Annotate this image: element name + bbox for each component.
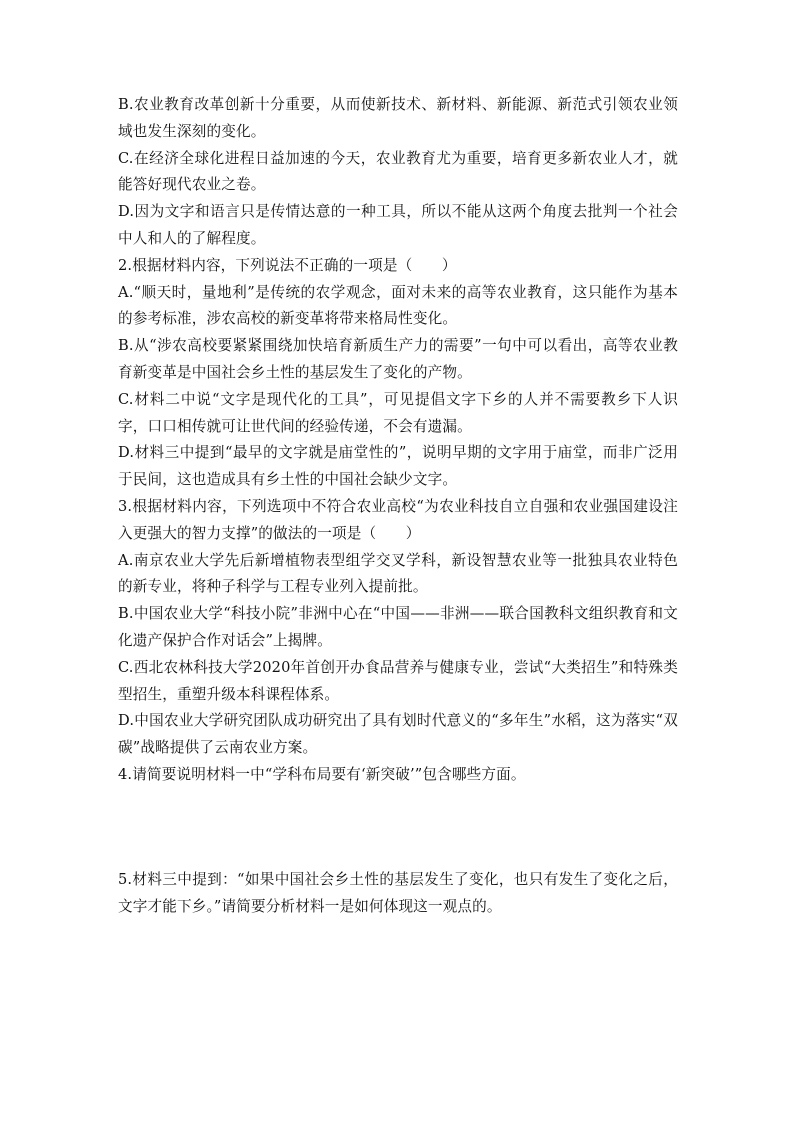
exam-page: [118, 92, 678, 920]
q4-stem: 4.请简要说明材料一中“学科布局要有‘新突破’”包含哪些方面。: [118, 765, 526, 783]
q3-option-c: C.西北农林科技大学2020年首创开办食品营养与健康专业，尝试“大类招生”和特殊类型招生，重塑升级本科课程体系。: [118, 658, 678, 703]
q2-option-b: B.从“涉农高校要紧紧围绕加快培育新质生产力的需要”一句中可以看出，高等农业教育新变革是中国社会乡土性的基层发生了变化的产物。: [118, 337, 678, 381]
q2-option-a: A.“顺天时，量地利”是传统的农学观念，面对未来的高等农业教育，这只能作为基本的参考标准，涉农高校的新变革将带来格局性变化。: [118, 283, 678, 328]
q2-option-d: D.材料三中提到“最早的文字就是庙堂性的”，说明早期的文字用于庙堂，而非广泛用于民间，这也造成具有乡土性的中国社会缺少文字。: [118, 444, 678, 489]
q1-option-c: C.在经济全球化进程日益加速的今天，农业教育尤为重要，培育更多新农业人才，就能答好现代农业之卷。: [118, 149, 678, 194]
q3-stem: 3.根据材料内容，下列选项中不符合农业高校“为农业科技自立自强和农业强国建设注入更强大的智力支撑”的做法的一项是（ ）: [118, 497, 678, 542]
q1-option-d: D.因为文字和语言只是传情达意的一种工具，所以不能从这两个角度去批判一个社会中人和人的了解程度。: [118, 203, 678, 247]
q1-option-b: B.农业教育改革创新十分重要，从而使新技术、新材料、新能源、新范式引领农业领域也发生深刻的变化。: [118, 96, 678, 140]
q3-option-b: B.中国农业大学“科技小院”非洲中心在“中国——非洲——联合国教科文组织教育和文化遗产保护合作对话会”上揭牌。: [118, 605, 678, 649]
q3-option-a: A.南京农业大学先后新增植物表型组学交叉学科，新设智慧农业等一批独具农业特色的新专业，将种子科学与工程专业列入提前批。: [118, 551, 678, 596]
q5-stem: 5.材料三中提到：“如果中国社会乡土性的基层发生了变化，也只有发生了变化之后，文字才能下乡。”请简要分析材料一是如何体现这一观点的。: [118, 870, 678, 915]
answer-space-q4: [118, 789, 678, 867]
q2-stem: 2.根据材料内容，下列说法不正确的一项是（ ）: [118, 256, 457, 274]
q2-option-c: C.材料二中说“文字是现代化的工具”，可见提倡文字下乡的人并不需要教乡下人识字，口口相传就可让世代间的经验传递，不会有遗漏。: [118, 390, 678, 435]
q3-option-d: D.中国农业大学研究团队成功研究出了具有划时代意义的“多年生”水稻，这为落实“双碳”战略提供了云南农业方案。: [118, 712, 678, 757]
